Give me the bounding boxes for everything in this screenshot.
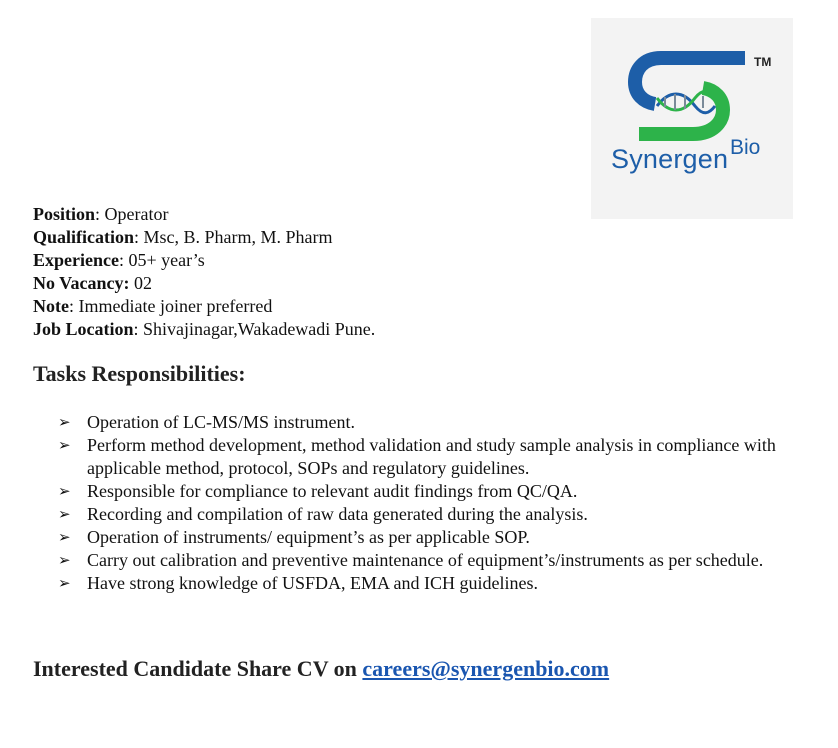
arrow-bullet-icon: ➢ bbox=[58, 528, 71, 546]
detail-location bbox=[33, 318, 375, 341]
detail-vacancy bbox=[33, 272, 375, 295]
logo-wordmark: Synergen bbox=[611, 144, 729, 174]
list-item bbox=[58, 411, 818, 434]
task-text: Operation of LC-MS/MS instrument. bbox=[87, 412, 355, 432]
logo-suffix: Bio bbox=[730, 136, 761, 159]
detail-label: Qualification bbox=[33, 227, 135, 247]
detail-qualification bbox=[33, 226, 375, 249]
job-details bbox=[33, 203, 375, 341]
company-logo bbox=[591, 18, 793, 219]
list-item bbox=[58, 572, 818, 595]
list-item bbox=[58, 526, 818, 549]
detail-value: Shivajinagar,Wakadewadi Pune. bbox=[143, 319, 376, 339]
task-text: Perform method development, method validation and study sample analysis in compliance with applicable method, protocol, SOPs and regulatory guidelines. bbox=[87, 435, 776, 478]
task-text: Carry out calibration and preventive maintenance of equipment’s/instruments as per schedule. bbox=[87, 550, 764, 570]
careers-email-link[interactable]: careers@synergenbio.com bbox=[362, 656, 610, 681]
detail-label: No Vacancy: bbox=[33, 273, 130, 293]
task-text: Have strong knowledge of USFDA, EMA and ICH guidelines. bbox=[87, 573, 538, 593]
call-to-action bbox=[33, 656, 609, 682]
list-item bbox=[58, 480, 818, 503]
detail-note bbox=[33, 295, 375, 318]
detail-label: Position bbox=[33, 204, 96, 224]
detail-label: Experience bbox=[33, 250, 119, 270]
tasks-heading: Tasks Responsibilities: bbox=[33, 361, 246, 386]
synergen-s-dna-icon bbox=[591, 18, 793, 219]
arrow-bullet-icon: ➢ bbox=[58, 574, 71, 592]
cta-text: Interested Candidate Share CV on bbox=[33, 656, 363, 681]
list-item bbox=[58, 549, 818, 572]
detail-position bbox=[33, 203, 375, 226]
detail-separator: : bbox=[118, 250, 129, 270]
detail-separator: : bbox=[95, 204, 105, 224]
detail-value: 02 bbox=[134, 273, 153, 293]
trademark-mark: TM bbox=[754, 55, 772, 69]
detail-value: 05+ year’s bbox=[128, 250, 205, 270]
detail-separator: : bbox=[133, 319, 144, 339]
detail-value: Msc, B. Pharm, M. Pharm bbox=[143, 227, 333, 247]
task-list bbox=[58, 411, 818, 595]
arrow-bullet-icon: ➢ bbox=[58, 482, 71, 500]
detail-experience bbox=[33, 249, 375, 272]
detail-value: Operator bbox=[104, 204, 169, 224]
detail-separator: : bbox=[68, 296, 79, 316]
detail-label: Job Location bbox=[33, 319, 134, 339]
arrow-bullet-icon: ➢ bbox=[58, 551, 71, 569]
task-text: Recording and compilation of raw data generated during the analysis. bbox=[87, 504, 588, 524]
task-text: Responsible for compliance to relevant audit findings from QC/QA. bbox=[87, 481, 578, 501]
arrow-bullet-icon: ➢ bbox=[58, 436, 71, 454]
task-text: Operation of instruments/ equipment’s as per applicable SOP. bbox=[87, 527, 530, 547]
arrow-bullet-icon: ➢ bbox=[58, 505, 71, 523]
list-item bbox=[58, 503, 818, 526]
detail-label: Note bbox=[33, 296, 69, 316]
detail-separator: : bbox=[134, 227, 144, 247]
arrow-bullet-icon: ➢ bbox=[58, 413, 71, 431]
list-item bbox=[58, 434, 818, 480]
detail-value: Immediate joiner preferred bbox=[78, 296, 273, 316]
